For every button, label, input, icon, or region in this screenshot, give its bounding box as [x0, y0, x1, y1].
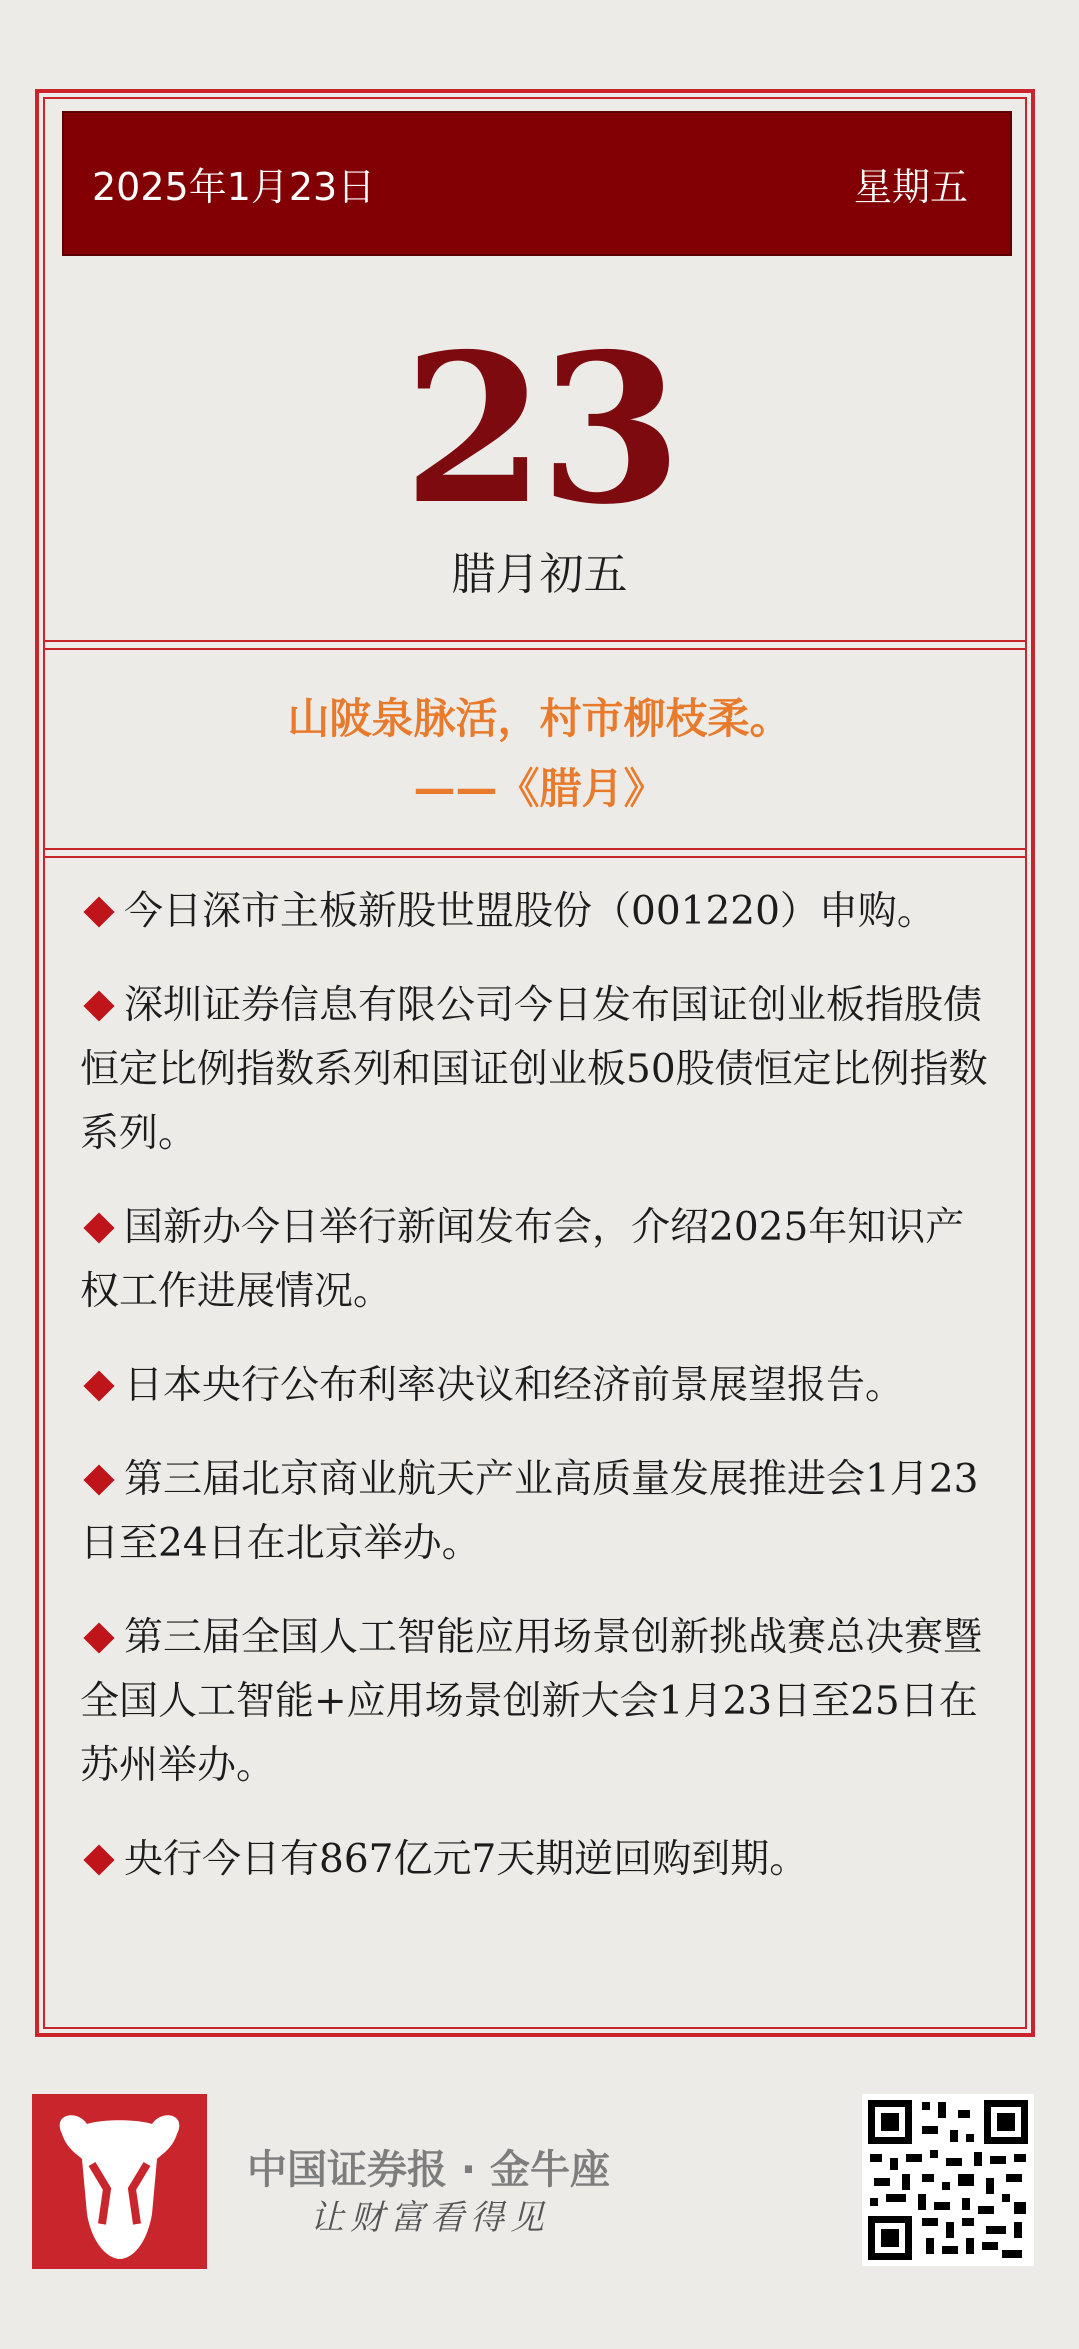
diamond-bullet-icon: [83, 1212, 114, 1243]
lunar-date: 腊月初五: [451, 549, 628, 600]
bull-logo-icon: [32, 2094, 207, 2269]
diamond-bullet-icon: [83, 990, 114, 1021]
poem-source: ——《腊月》: [413, 764, 666, 813]
day-number: 23: [402, 310, 677, 550]
diamond-bullet-icon: [83, 1464, 114, 1495]
poem-line: 山陂泉脉活，村市柳枝柔。: [287, 694, 792, 743]
brand-name: 中国证券报 · 金牛座: [247, 2147, 611, 2193]
news-item: [80, 1448, 1000, 1576]
divider-top-1: [43, 640, 1027, 642]
diamond-bullet-icon: [83, 1844, 114, 1875]
news-text: 今日深市主板新股世盟股份（001220）申购。: [124, 889, 936, 934]
news-list: [80, 880, 1000, 1922]
qr-code-icon: [862, 2094, 1034, 2266]
news-item: [80, 1828, 1000, 1892]
news-item: [80, 880, 1000, 944]
header-date: 2025年1月23日: [92, 165, 376, 209]
news-item: [80, 1354, 1000, 1418]
news-text: 国新办今日举行新闻发布会，介绍2025年知识产权工作进展情况。: [80, 1205, 965, 1314]
news-item: [80, 1196, 1000, 1324]
brand-slogan: 让财富看得见: [310, 2198, 550, 2238]
diamond-bullet-icon: [83, 896, 114, 927]
news-text: 日本央行公布利率决议和经济前景展望报告。: [124, 1363, 905, 1408]
news-item: [80, 1606, 1000, 1798]
date-header: [62, 111, 1012, 256]
news-text: 第三届全国人工智能应用场景创新挑战赛总决赛暨全国人工智能+应用场景创新大会1月23日至25日在苏州举办。: [80, 1615, 983, 1788]
news-item: [80, 974, 1000, 1166]
header-weekday: 星期五: [853, 165, 968, 209]
divider-mid-1: [43, 848, 1027, 850]
divider-top-2: [43, 648, 1027, 650]
news-text: 深圳证券信息有限公司今日发布国证创业板指股债恒定比例指数系列和国证创业板50股债恒定比例指数系列。: [80, 983, 988, 1156]
diamond-bullet-icon: [83, 1370, 114, 1401]
news-text: 央行今日有867亿元7天期逆回购到期。: [124, 1837, 809, 1882]
divider-mid-2: [43, 856, 1027, 858]
diamond-bullet-icon: [83, 1622, 114, 1653]
news-text: 第三届北京商业航天产业高质量发展推进会1月23日至24日在北京举办。: [80, 1457, 979, 1566]
